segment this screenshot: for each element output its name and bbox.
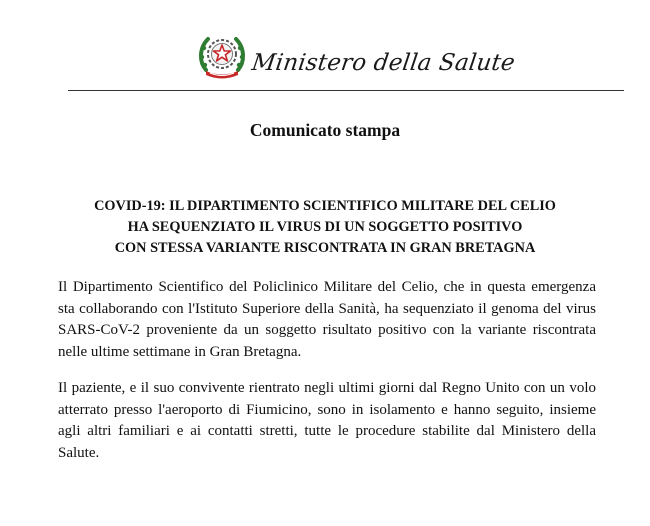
paragraph-line: sta collaborando con l'Istituto Superiore della Sanità, ha sequenziato il genoma del virus [58,300,596,317]
paragraph-line: Salute. [58,444,100,461]
letterhead [0,0,650,92]
paragraph-line: Il paziente, e il suo convivente rientrato negli ultimi giorni dal Regno Unito con un volo [58,380,596,396]
italian-republic-emblem-icon [196,30,248,82]
body-paragraph-1 [58,277,596,363]
header-divider [68,90,624,91]
paragraph-line: agli altri familiari e ai contatti stretti, tutte le procedure stabilite dal Ministero della [58,423,596,439]
paragraph-line: SARS-CoV-2 proveniente da un soggetto risultato positivo con la variante riscontrata [58,322,596,338]
headline-line: COVID-19: IL DIPARTIMENTO SCIENTIFICO MILITARE DEL CELIO [94,198,556,214]
body-paragraph-2 [58,378,596,464]
paragraph-line: nelle ultime settimane in Gran Bretagna. [58,343,302,360]
headline-line: HA SEQUENZIATO IL VIRUS DI UN SOGGETTO POSITIVO [127,219,523,235]
headline-line: CON STESSA VARIANTE RISCONTRATA IN GRAN BRETAGNA [114,240,536,256]
document-type-title: Comunicato stampa [249,120,401,140]
paragraph-line: Il Dipartimento Scientifico del Policlinico Militare del Celio, che in questa emergenza [58,279,596,295]
press-release-headline [40,196,610,259]
paragraph-line: atterrato presso l'aeroporto di Fiumicino, sono in isolamento e hanno seguito, insieme [58,401,596,418]
ministry-name: Ministero della Salute [250,50,517,76]
